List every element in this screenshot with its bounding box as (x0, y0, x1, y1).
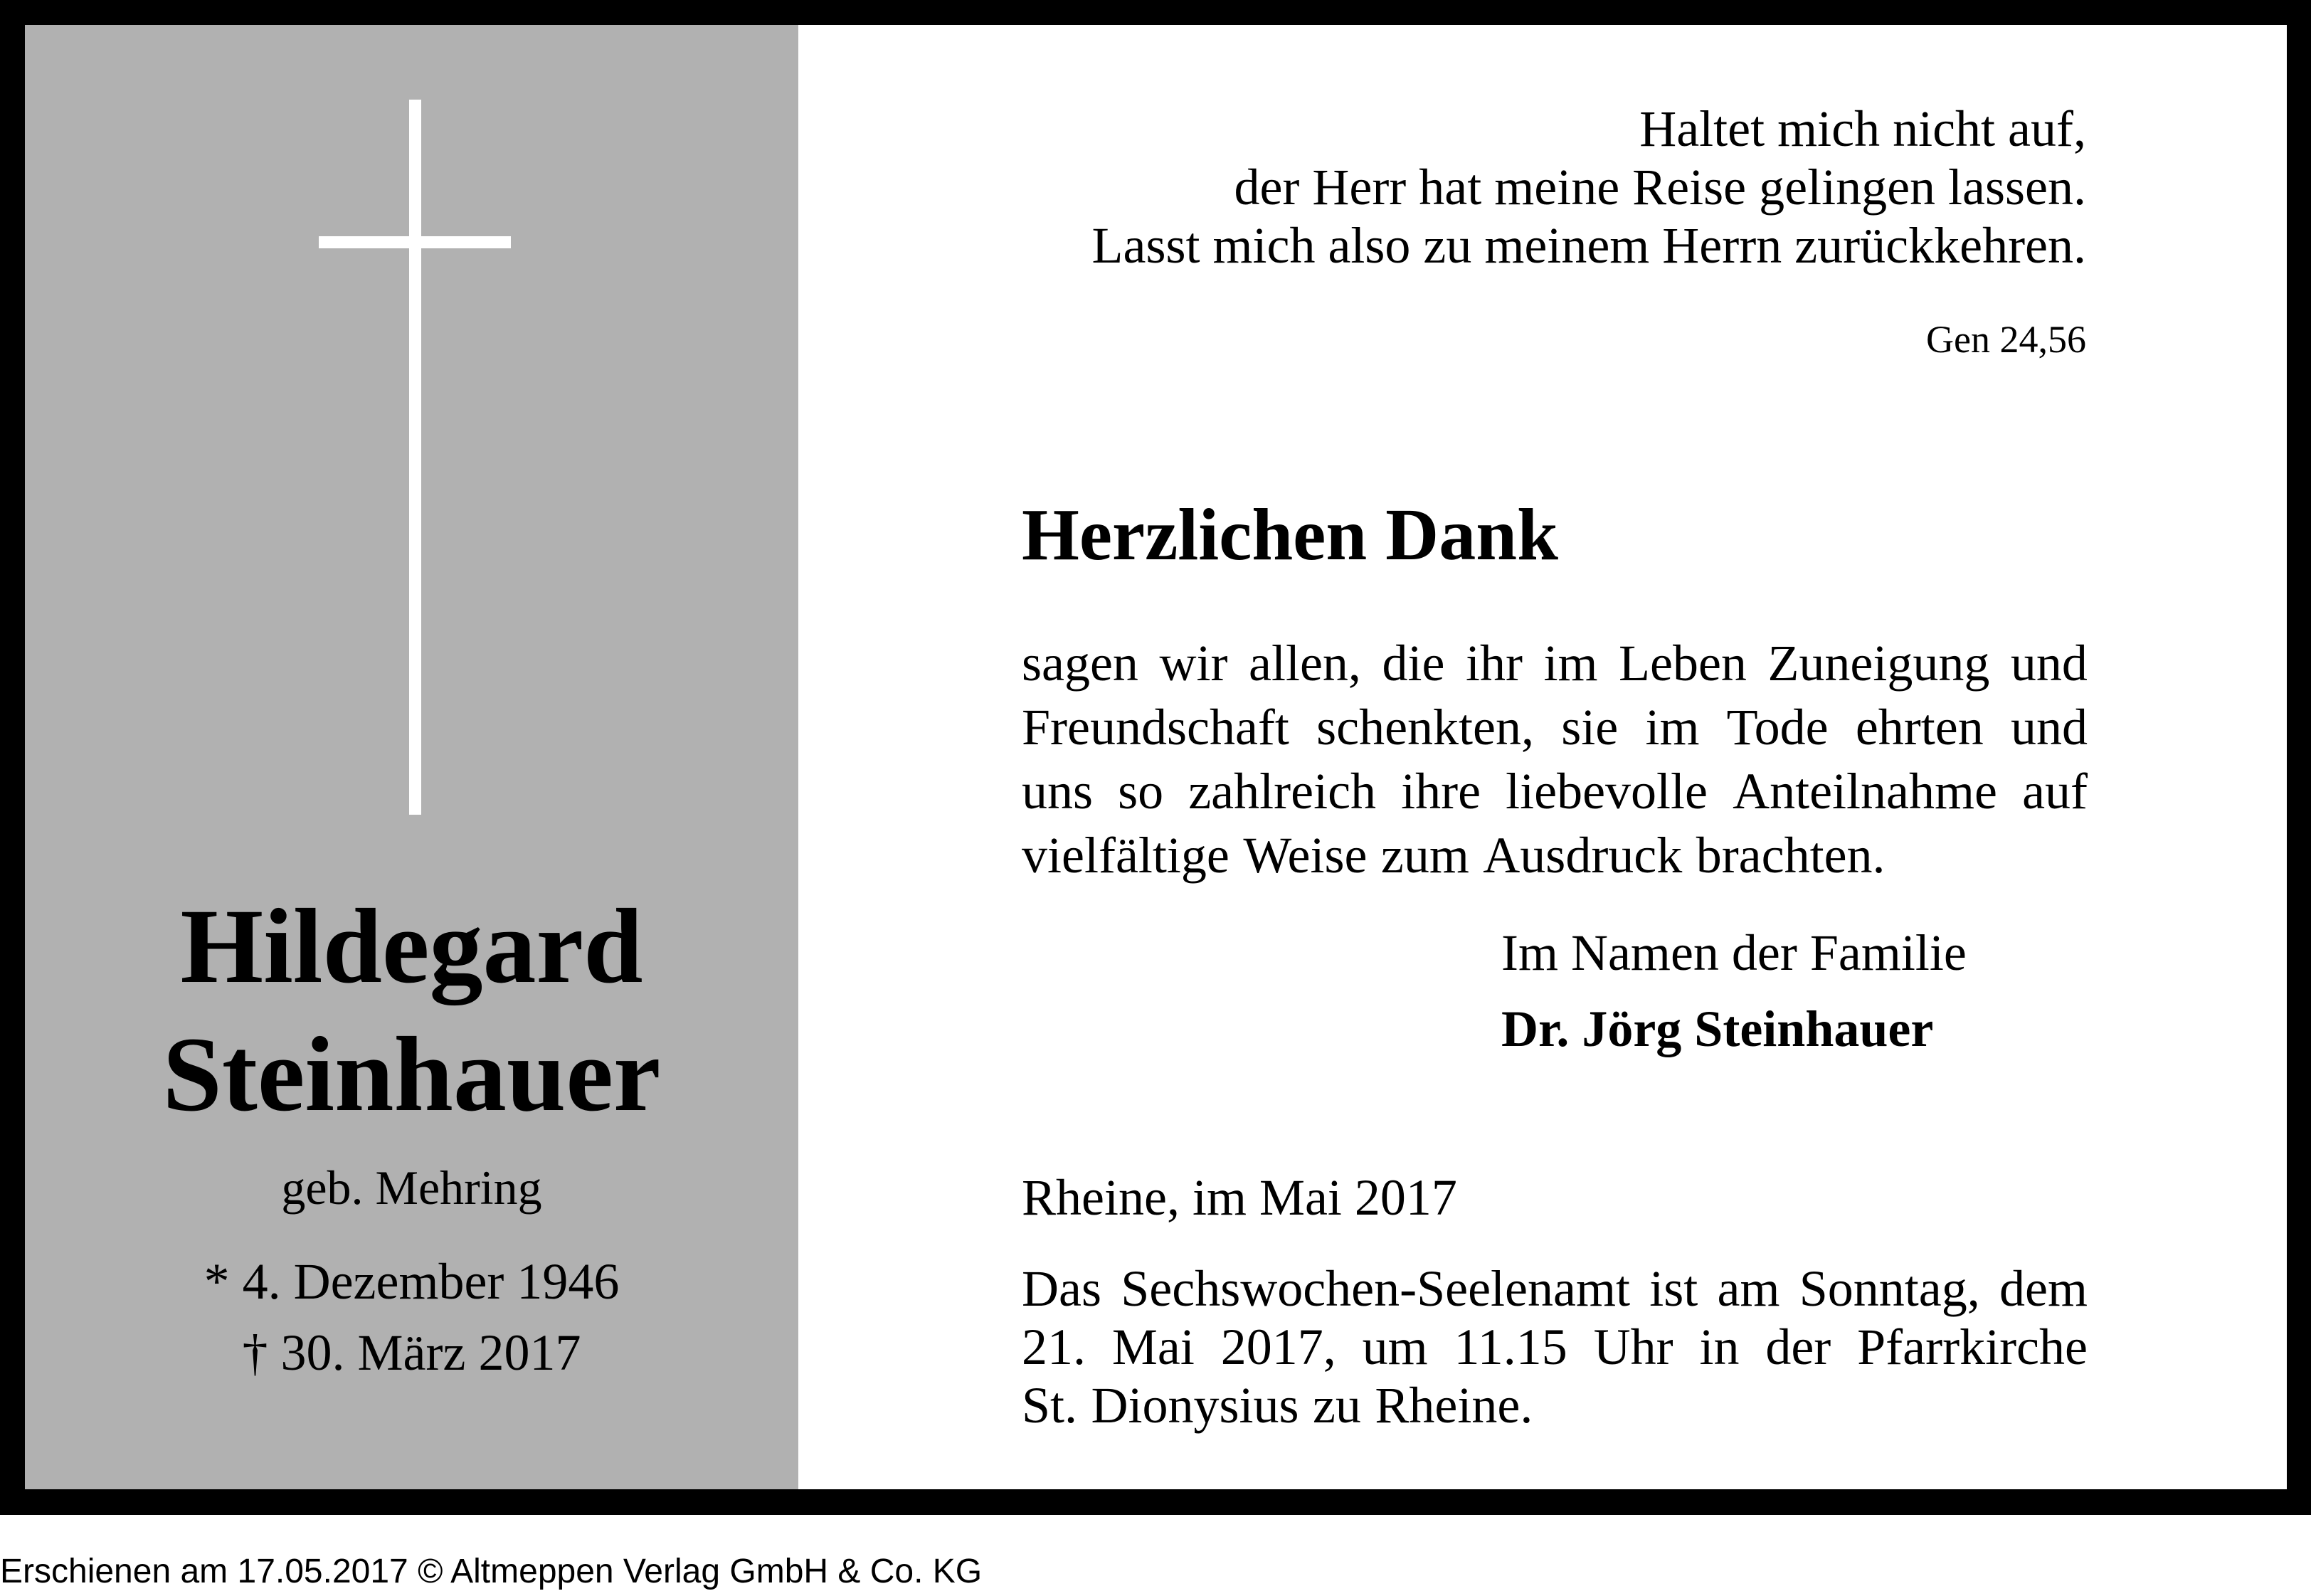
word: 21. (1022, 1318, 1086, 1375)
word: und (2010, 699, 2088, 756)
verse-reference: Gen 24,56 (1926, 318, 2086, 361)
word: die (1382, 635, 1445, 692)
word: in (1699, 1318, 1740, 1375)
word: Das (1022, 1260, 1101, 1317)
word: Ausdruck (1483, 827, 1683, 884)
word: Pfarrkirche (1857, 1318, 2088, 1375)
notice-line (1022, 1259, 2088, 1318)
word: zu (1312, 1377, 1361, 1434)
word: schenkten, (1316, 699, 1535, 756)
word: so (1118, 763, 1164, 820)
word: der (1765, 1318, 1831, 1375)
word: Weise (1243, 827, 1368, 884)
thanks-line (1022, 823, 2088, 887)
word: Uhr (1593, 1318, 1673, 1375)
word: liebevolle (1506, 763, 1708, 820)
word: im (1543, 635, 1598, 692)
verse-line: der Herr hat meine Reise gelingen lassen. (1234, 159, 2086, 216)
word: dem (1999, 1260, 2088, 1317)
thanks-text (1022, 631, 2088, 887)
left-panel (25, 25, 798, 1489)
death-date: † 30. März 2017 (242, 1324, 581, 1381)
word: Zuneigung (1767, 635, 1990, 692)
word: und (2010, 635, 2088, 692)
maiden-name: geb. Mehring (281, 1161, 542, 1215)
word: Anteilnahme (1733, 763, 1997, 820)
notice-line (1022, 1376, 2088, 1434)
cross-icon (409, 100, 421, 815)
mass-notice (1022, 1259, 2088, 1434)
word: 2017, (1220, 1318, 1336, 1375)
cross-icon-bar (319, 236, 511, 248)
publisher-line: Erschienen am 17.05.2017 © Altmeppen Verlag GmbH & Co. KG (0, 1553, 983, 1590)
notice-line (1022, 1318, 2088, 1376)
word: allen, (1248, 635, 1361, 692)
word: ihre (1401, 763, 1481, 820)
verse-line: Lasst mich also zu meinem Herrn zurückkehren. (1091, 217, 2086, 274)
word: zum (1380, 827, 1469, 884)
word: Mai (1111, 1318, 1195, 1375)
word: Dionysius (1091, 1377, 1299, 1434)
deceased-first-name: Hildegard (180, 887, 643, 1005)
word: ihr (1465, 635, 1523, 692)
deceased-last-name: Steinhauer (162, 1015, 661, 1133)
word: sagen (1022, 635, 1138, 692)
word: Leben (1619, 635, 1747, 692)
word: Sechswochen-Seelenamt (1121, 1260, 1630, 1317)
word: auf (2022, 763, 2088, 820)
word: sie (1561, 699, 1619, 756)
word: im (1645, 699, 1700, 756)
word: Rheine. (1375, 1377, 1533, 1434)
place-date: Rheine, im Mai 2017 (1022, 1169, 1457, 1226)
thanks-line (1022, 695, 2088, 759)
thanks-heading: Herzlichen Dank (1022, 494, 1558, 576)
word: Tode (1726, 699, 1829, 756)
thanks-line (1022, 759, 2088, 823)
word: am (1717, 1260, 1780, 1317)
word: vielfältige (1022, 827, 1229, 884)
word: zahlreich (1188, 763, 1377, 820)
bible-verse (1092, 100, 2087, 275)
word: St. (1022, 1377, 1078, 1434)
right-panel (798, 25, 2287, 1489)
word: 11.15 (1454, 1318, 1567, 1375)
word: um (1362, 1318, 1428, 1375)
word: uns (1022, 763, 1094, 820)
word: ist (1649, 1260, 1698, 1317)
signer-name: Dr. Jörg Steinhauer (1501, 1000, 1934, 1057)
word: brachten. (1696, 827, 1886, 884)
word: ehrten (1855, 699, 1984, 756)
word: Sonntag, (1799, 1260, 1980, 1317)
signature-intro: Im Namen der Familie (1501, 924, 1967, 981)
word: Freundschaft (1022, 699, 1289, 756)
word: wir (1159, 635, 1228, 692)
birth-date: * 4. Dezember 1946 (203, 1253, 620, 1310)
thanks-line (1022, 631, 2088, 695)
verse-line: Haltet mich nicht auf, (1639, 100, 2086, 157)
